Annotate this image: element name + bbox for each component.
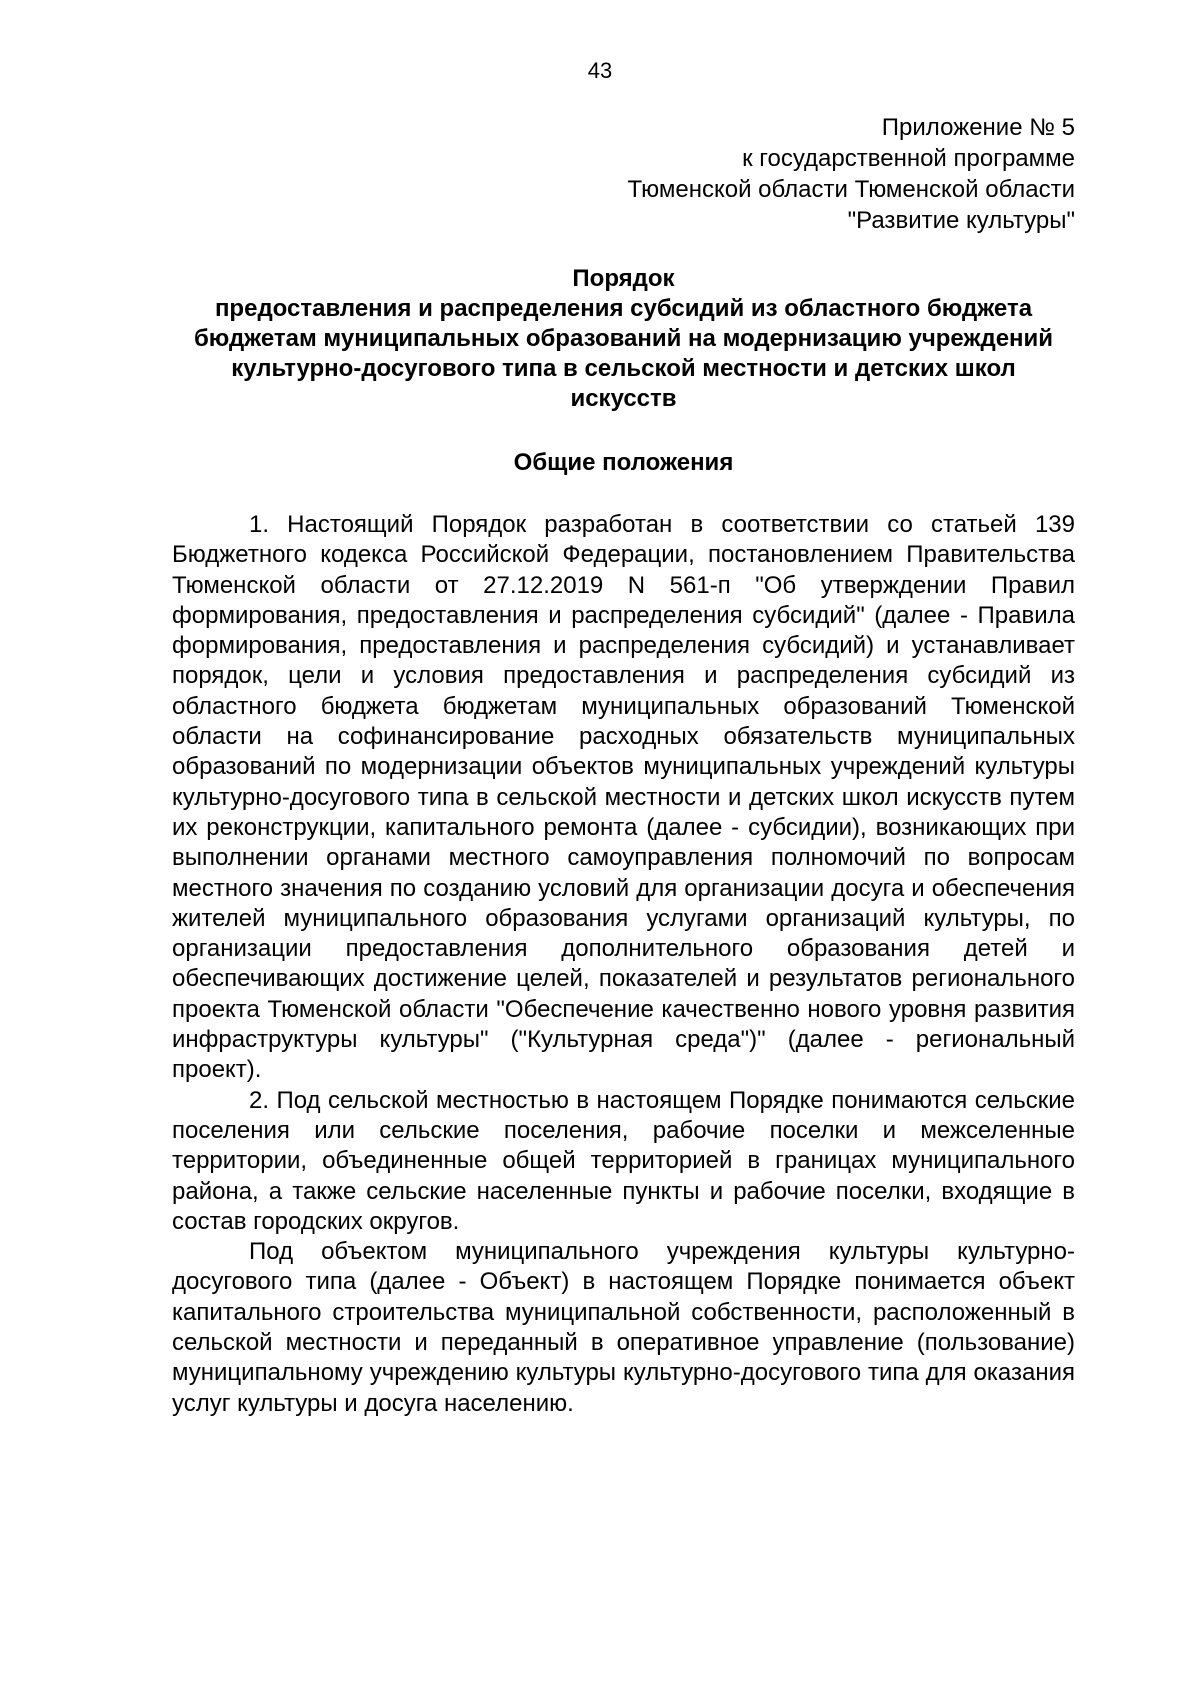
body-text [172,510,1075,1419]
appendix-header [628,112,1075,236]
appendix-line: Тюменской области Тюменской области [627,176,1075,203]
title-line: бюджетам муниципальных образований на модернизацию учреждений [193,325,1054,352]
title-line: искусств [570,385,677,412]
section-heading: Общие положения [513,449,734,476]
title-line: культурно-досугового типа в сельской местности и детских школ [231,355,1016,382]
appendix-line: Приложение № 5 [881,114,1075,141]
appendix-line: к государственной программе [742,145,1075,172]
title-line: Порядок [572,265,675,292]
page-number: 43 [587,58,613,83]
paragraph: Под объектом муниципального учреждения культуры культурно-досугового типа (далее - Объект) в настоящем Порядке понимается объект капитального строительства муниципальной собственности, расположенный в сельской местности и переданный в оперативное управление (пользование) муниципальному учреждению культуры культурно-досугового типа для оказания услуг культуры и досуга населению. [172,1238,1075,1417]
title-line: предоставления и распределения субсидий из областного бюджета [214,295,1033,322]
document-title [172,264,1075,414]
appendix-line: "Развитие культуры" [847,207,1075,234]
paragraph: 2. Под сельской местностью в настоящем Порядке понимаются сельские поселения или сельские поселения, рабочие поселки и межселенные территории, объединенные общей территорией в границах муниципального района, а также сельские населенные пункты и рабочие поселки, входящие в состав городских округов. [172,1086,1075,1235]
paragraph: 1. Настоящий Порядок разработан в соответствии со статьей 139 Бюджетного кодекса Российской Федерации, постановлением Правительства Тюменской области от 27.12.2019 N 561-п "Об утверждении Правил формирования, предоставления и распределения субсидий" (далее - Правила формирования, предоставления и распределения субсидий) и устанавливает порядок, цели и условия предоставления и распределения субсидий из областного бюджета бюджетам муниципальных образований Тюменской области на софинансирование расходных обязательств муниципальных образований по модернизации объектов муниципальных учреждений культуры культурно-досугового типа в сельской местности и детских школ искусств путем их реконструкции, капитального ремонта (далее - субсидии), возникающих при выполнении органами местного самоуправления полномочий по вопросам местного значения по созданию условий для организации досуга и обеспечения жителей муниципального образования услугами организаций культуры, по организации предоставления дополнительного образования детей и обеспечивающих достижение целей, показателей и результатов регионального проекта Тюменской области "Обеспечение качественно нового уровня развития инфраструктуры культуры" ("Культурная среда")" (далее - региональный проект). [172,511,1075,1084]
